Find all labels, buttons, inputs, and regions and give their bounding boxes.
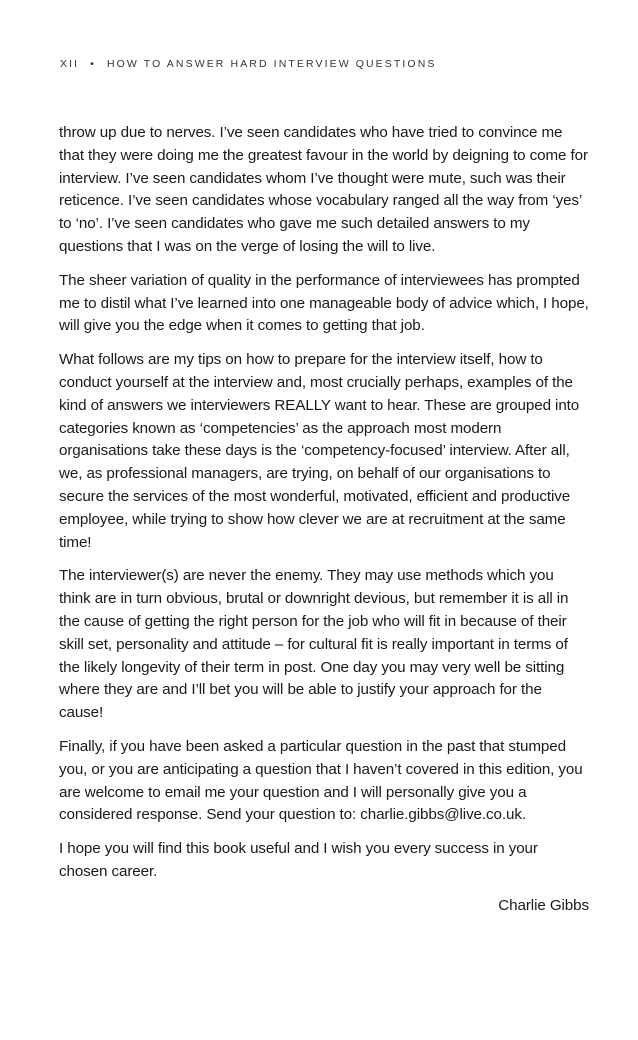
paragraph-interviewers: The interviewer(s) are never the enemy. They may use methods which you think are in turn obvious, brutal or downright devious, but remember it is all in the cause of getting the right person for the job who will fit in because of their skill set, personality and attitude – for cultural fit is really important in terms of the likely longevity of their term in post. One day you may very well be sitting where they are and I’ll bet you will be able to justify your approach for the cause!	[59, 567, 569, 722]
header-separator: •	[90, 58, 96, 70]
paragraph-finally: Finally, if you have been asked a particular question in the past that stumped you, or you are anticipating a question that I haven’t covered in this edition, you are welcome to email me your question and I will personally give you a considered response. Send your question to: charlie.gibbs@live.co.uk.	[59, 737, 583, 824]
paragraph-what-follows: What follows are my tips on how to prepare for the interview itself, how to conduct yourself at the interview and, most crucially perhaps, examples of the kind of answers we interviewers REALLY want to hear. These are grouped into categories known as ‘competencies’ as the approach most modern organisations take these days is the ‘competency-focused’ interview. After all, we, as professional managers, are trying, on behalf of our organisations to secure the services of the most wonderful, motivated, efficient and productive employee, while trying to show how clever we are at recruitment at the same time!	[59, 351, 580, 551]
page-folio: XII	[60, 58, 80, 70]
running-head	[60, 58, 436, 70]
author-signature: Charlie Gibbs	[498, 896, 589, 914]
page-body	[59, 122, 589, 929]
paragraph-closing: I hope you will find this book useful and I wish you every success in your chosen career.	[59, 840, 538, 880]
paragraph-intro-continued: throw up due to nerves. I’ve seen candidates who have tried to convince me that they were doing me the greatest favour in the world by deigning to come for interview. I’ve seen candidates whom I’ve thought were mute, such was their reticence. I’ve seen candidates whose vocabulary ranged all the way from ‘yes’ to ‘no’. I’ve seen candidates who gave me such detailed answers to my questions that I was on the verge of losing the will to live.	[59, 124, 588, 255]
book-title: HOW TO ANSWER HARD INTERVIEW QUESTIONS	[106, 58, 437, 70]
paragraph-variation: The sheer variation of quality in the performance of interviewees has prompted me to distil what I’ve learned into one manageable body of advice which, I hope, will give you the edge when it comes to getting that job.	[59, 271, 589, 335]
